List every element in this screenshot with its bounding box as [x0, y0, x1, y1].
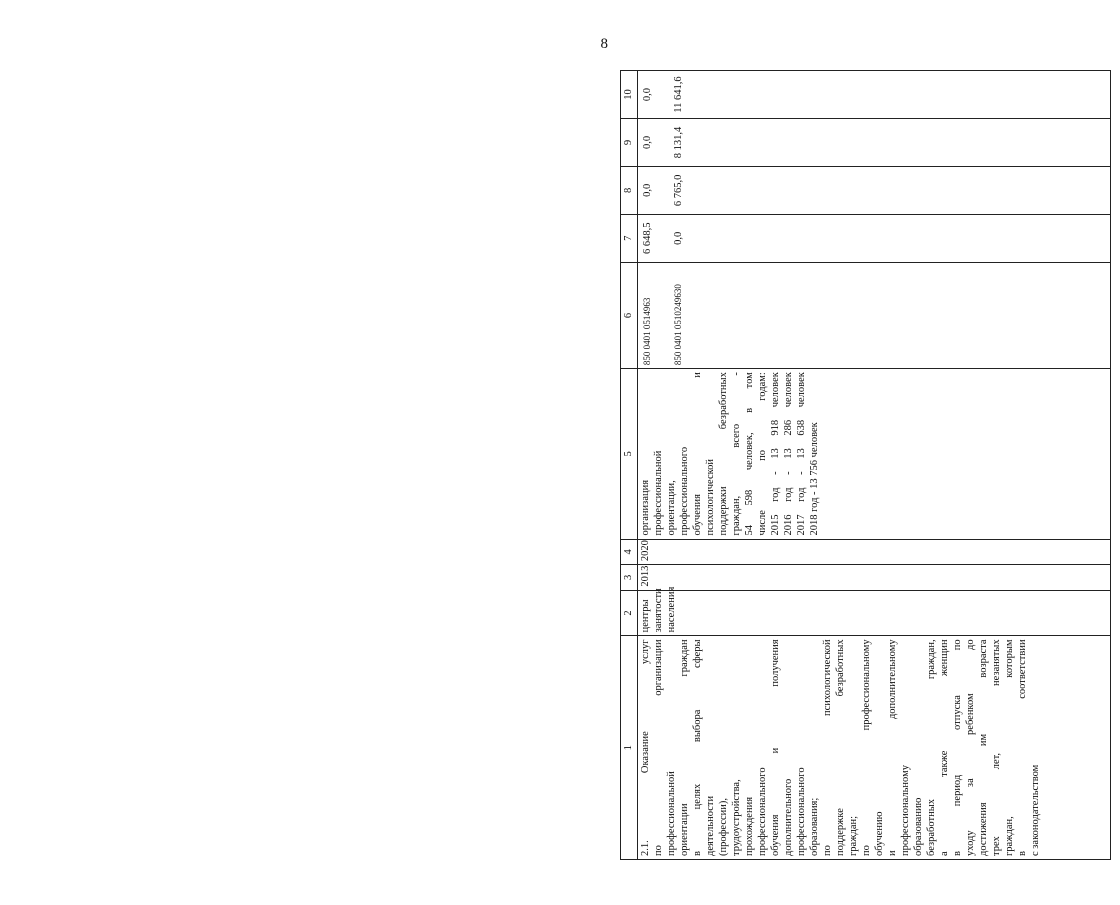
value-cell-col10 — [638, 71, 1111, 119]
text-line: 2015 год - 13 918 человек — [770, 372, 781, 536]
header-cell: 8 — [621, 166, 638, 214]
text-line: обучения и — [692, 372, 703, 536]
text-line: числе по годам: — [757, 372, 768, 536]
value: 6 765,0 — [673, 174, 684, 207]
text-line: профессиональному — [900, 765, 911, 856]
rotated-sheet — [620, 60, 1120, 860]
text-line: 2017 год - 13 638 человек — [796, 372, 807, 536]
end-year-cell — [638, 539, 1111, 565]
text-line: в период отпуска по — [952, 639, 963, 856]
value: 0,0 — [642, 183, 653, 197]
text-line: центры — [640, 599, 651, 633]
text-line: по психологической — [822, 639, 833, 856]
text-line: безработных граждан, — [926, 639, 937, 856]
text-line: населения — [666, 586, 677, 633]
header-cell: 3 — [621, 565, 638, 591]
text-line: ориентации, — [666, 480, 677, 536]
kbk-code: 850 0401 0514963 — [642, 297, 652, 366]
kbk-code: 850 0401 0510249630 — [673, 284, 683, 366]
value: 11 641,6 — [673, 76, 684, 113]
value-cell-col7 — [638, 214, 1111, 262]
event-cell — [638, 636, 1111, 860]
text-line: профессионального — [757, 767, 768, 856]
end-year: 2020 — [640, 540, 651, 562]
header-cell: 10 — [621, 71, 638, 119]
text-line: ориентации граждан — [679, 639, 690, 856]
header-cell: 5 — [621, 369, 638, 539]
value: 8 131,4 — [673, 126, 684, 159]
value: 0,0 — [642, 87, 653, 102]
text-line: обучения и получения — [770, 639, 781, 856]
text-line: профессиональной — [653, 450, 664, 536]
text-line: занятости — [653, 588, 664, 633]
executor-cell — [638, 586, 1111, 636]
value: 0,0 — [673, 231, 684, 245]
text-line: 2.1. Оказание услуг — [640, 639, 651, 856]
text-line: прохождения — [744, 796, 755, 856]
text-line: 2018 год - 13 756 человек — [809, 422, 820, 536]
page-number: 8 — [600, 36, 608, 52]
start-year: 2013 — [640, 565, 651, 587]
text-line: поддержки безработных — [718, 372, 729, 536]
text-line: трудоустройства, — [731, 779, 742, 856]
text-line: организация — [640, 479, 651, 536]
text-line: по организации — [653, 639, 664, 856]
text-line: граждан, всего - — [731, 372, 742, 536]
text-line: и дополнительному — [887, 639, 898, 856]
text-line: дополнительного — [783, 778, 794, 856]
text-line: (профессии), — [718, 797, 729, 856]
text-line: профессионального — [679, 446, 690, 536]
text-line: граждан; — [848, 815, 859, 856]
report-table — [620, 70, 1111, 860]
value-cell-col8 — [638, 166, 1111, 214]
header-cell: 4 — [621, 539, 638, 565]
text-line: с законодательством — [1030, 764, 1041, 856]
text-line: образованию — [913, 797, 924, 856]
result-cell — [638, 369, 1111, 539]
header-cell: 1 — [621, 636, 638, 860]
text-line: граждан, которым — [1004, 639, 1015, 856]
text-line: 54 598 человек, в том — [744, 372, 755, 536]
table-row — [638, 71, 1111, 860]
kbk-cell — [638, 262, 1111, 368]
text-line: обучению — [874, 811, 885, 856]
header-cell: 9 — [621, 118, 638, 166]
text-line: а также женщин — [939, 639, 950, 856]
text-line: достижения им возраста — [978, 639, 989, 856]
header-cell: 6 — [621, 262, 638, 368]
value-cell-col9 — [638, 118, 1111, 166]
text-line: 2016 год - 13 286 человек — [783, 372, 794, 536]
text-line: уходу за ребенком до — [965, 639, 976, 856]
text-line: по профессиональному — [861, 639, 872, 856]
value: 6 648,5 — [642, 222, 653, 254]
text-line: в целях выбора сферы — [692, 639, 703, 856]
header-cell: 2 — [621, 590, 638, 636]
header-row — [621, 71, 638, 860]
text-line: профессиональной — [666, 771, 677, 856]
text-line: образования; — [809, 797, 820, 856]
text-line: в соответствии — [1017, 639, 1028, 856]
value: 0,0 — [642, 135, 653, 149]
text-line: профессионального — [796, 767, 807, 856]
text-line: трех лет, незанятых — [991, 639, 1002, 856]
text-line: поддержке безработных — [835, 639, 846, 856]
text-line: психологической — [705, 458, 716, 536]
header-cell: 7 — [621, 214, 638, 262]
text-line: деятельности — [705, 795, 716, 856]
start-year-cell — [638, 565, 1111, 591]
